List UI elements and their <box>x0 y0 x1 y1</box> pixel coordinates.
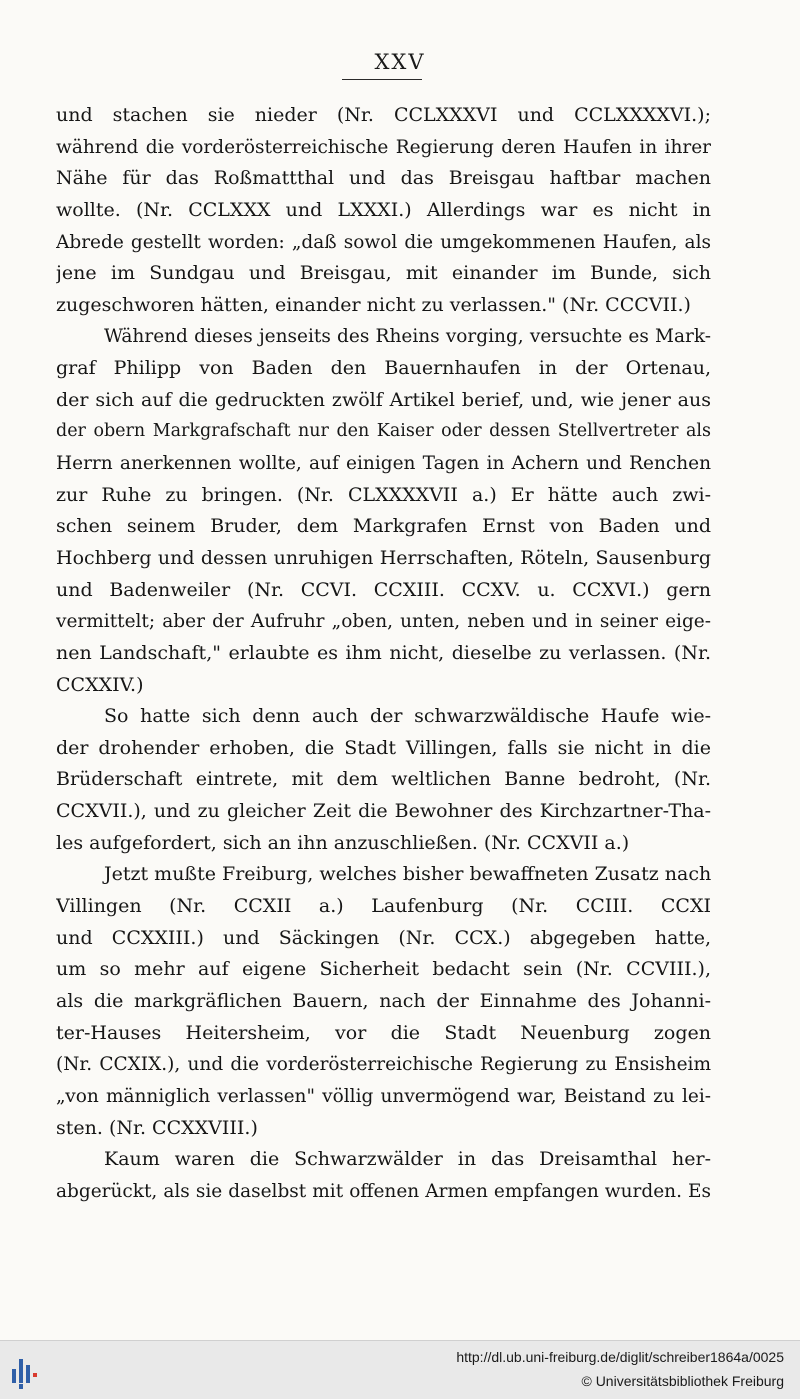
text-line: und stachen sie nieder (Nr. CCLXXXVI und CCLXXXXVI.); <box>56 104 711 126</box>
text-line: als die markgräflichen Bauern, nach der Einnahme des Johanni- <box>56 989 711 1012</box>
page-number-rule <box>342 79 422 80</box>
text-line: sten. (Nr. CCXXVIII.) <box>56 1116 258 1139</box>
text-line: CCXVII.), und zu gleicher Zeit die Bewohner des Kirchzartner-Tha- <box>56 800 711 823</box>
text-line: graf Philipp von Baden den Bauernhaufen in der Ortenau, <box>56 357 711 380</box>
text-line: wollte. (Nr. CCLXXX und LXXXI.) Allerdings war es nicht in <box>56 198 711 221</box>
text-line: Jetzt mußte Freiburg, welches bisher bewaffneten Zusatz nach <box>104 863 711 886</box>
text-line: Während dieses jenseits des Rheins vorging, versuchte es Mark- <box>104 326 711 348</box>
text-line: der sich auf die gedruckten zwölf Artikel berief, und, wie jener aus <box>56 388 711 411</box>
text-line: ter-Hauses Heitersheim, vor die Stadt Neuenburg zogen <box>56 1021 711 1044</box>
text-line: Brüderschaft eintrete, mit dem weltlichen Banne bedroht, (Nr. <box>56 768 711 791</box>
source-url[interactable]: http://dl.ub.uni-freiburg.de/diglit/schreiber1864a/0025 <box>456 1349 784 1365</box>
copyright-notice: © Universitätsbibliothek Freiburg <box>581 1373 784 1389</box>
text-line: vermittelt; aber der Aufruhr „oben, unten, neben und in seiner eige- <box>56 611 711 633</box>
text-line: schen seinem Bruder, dem Markgrafen Ernst von Baden und <box>56 515 711 538</box>
text-line: und CCXXIII.) und Säckingen (Nr. CCX.) abgegeben hatte, <box>56 926 711 949</box>
text-line: Hochberg und dessen unruhigen Herrschaften, Röteln, Sausenburg <box>56 546 711 569</box>
text-line: Abrede gestellt worden: „daß sowol die umgekommenen Haufen, als <box>56 231 711 253</box>
text-line: So hatte sich denn auch der schwarzwäldische Haufe wie- <box>104 705 711 728</box>
text-line: während die vorderösterreichische Regierung deren Haufen in ihrer <box>56 136 711 158</box>
text-line: der obern Markgrafschaft nur den Kaiser oder dessen Stellvertreter als <box>56 421 711 442</box>
text-line: jene im Sundgau und Breisgau, mit einander im Bunde, sich <box>56 262 711 285</box>
text-line: Kaum waren die Schwarzwälder in das Dreisamthal her- <box>104 1148 711 1171</box>
text-line: zur Ruhe zu bringen. (Nr. CLXXXXVII a.) Er hätte auch zwi- <box>56 483 711 506</box>
text-line: nen Landschaft," erlaubte es ihm nicht, dieselbe zu verlassen. (Nr. <box>56 641 711 664</box>
text-line: CCXXIV.) <box>56 673 144 696</box>
text-line: zugeschworen hätten, einander nicht zu verlassen." (Nr. CCCVII.) <box>56 293 691 316</box>
text-line: les aufgefordert, sich an ihn anzuschließen. (Nr. CCXVII a.) <box>56 831 630 854</box>
text-line: und Badenweiler (Nr. CCVI. CCXIII. CCXV. u. CCXVI.) gern <box>56 578 711 601</box>
footer-bar <box>0 1340 800 1399</box>
library-logo-icon <box>10 1351 44 1391</box>
text-line: (Nr. CCXIX.), und die vorderösterreichische Regierung zu Ensisheim <box>56 1054 711 1076</box>
text-line: abgerückt, als sie daselbst mit offenen Armen empfangen wurden. Es <box>56 1180 711 1202</box>
text-line: Herrn anerkennen wollte, auf einigen Tagen in Achern und Renchen <box>56 453 711 475</box>
body-text <box>56 100 711 1207</box>
page-number: XXV <box>374 50 426 74</box>
text-line: Villingen (Nr. CCXII a.) Laufenburg (Nr. CCIII. CCXI <box>56 895 711 918</box>
text-line: der drohender erhoben, die Stadt Villingen, falls sie nicht in die <box>56 736 711 759</box>
text-line: Nähe für das Roßmattthal und das Breisgau haftbar machen <box>56 167 711 190</box>
text-line: „von männiglich verlassen" völlig unvermögend war, Beistand zu lei- <box>56 1085 711 1107</box>
text-line: um so mehr auf eigene Sicherheit bedacht sein (Nr. CCVIII.), <box>56 958 711 981</box>
